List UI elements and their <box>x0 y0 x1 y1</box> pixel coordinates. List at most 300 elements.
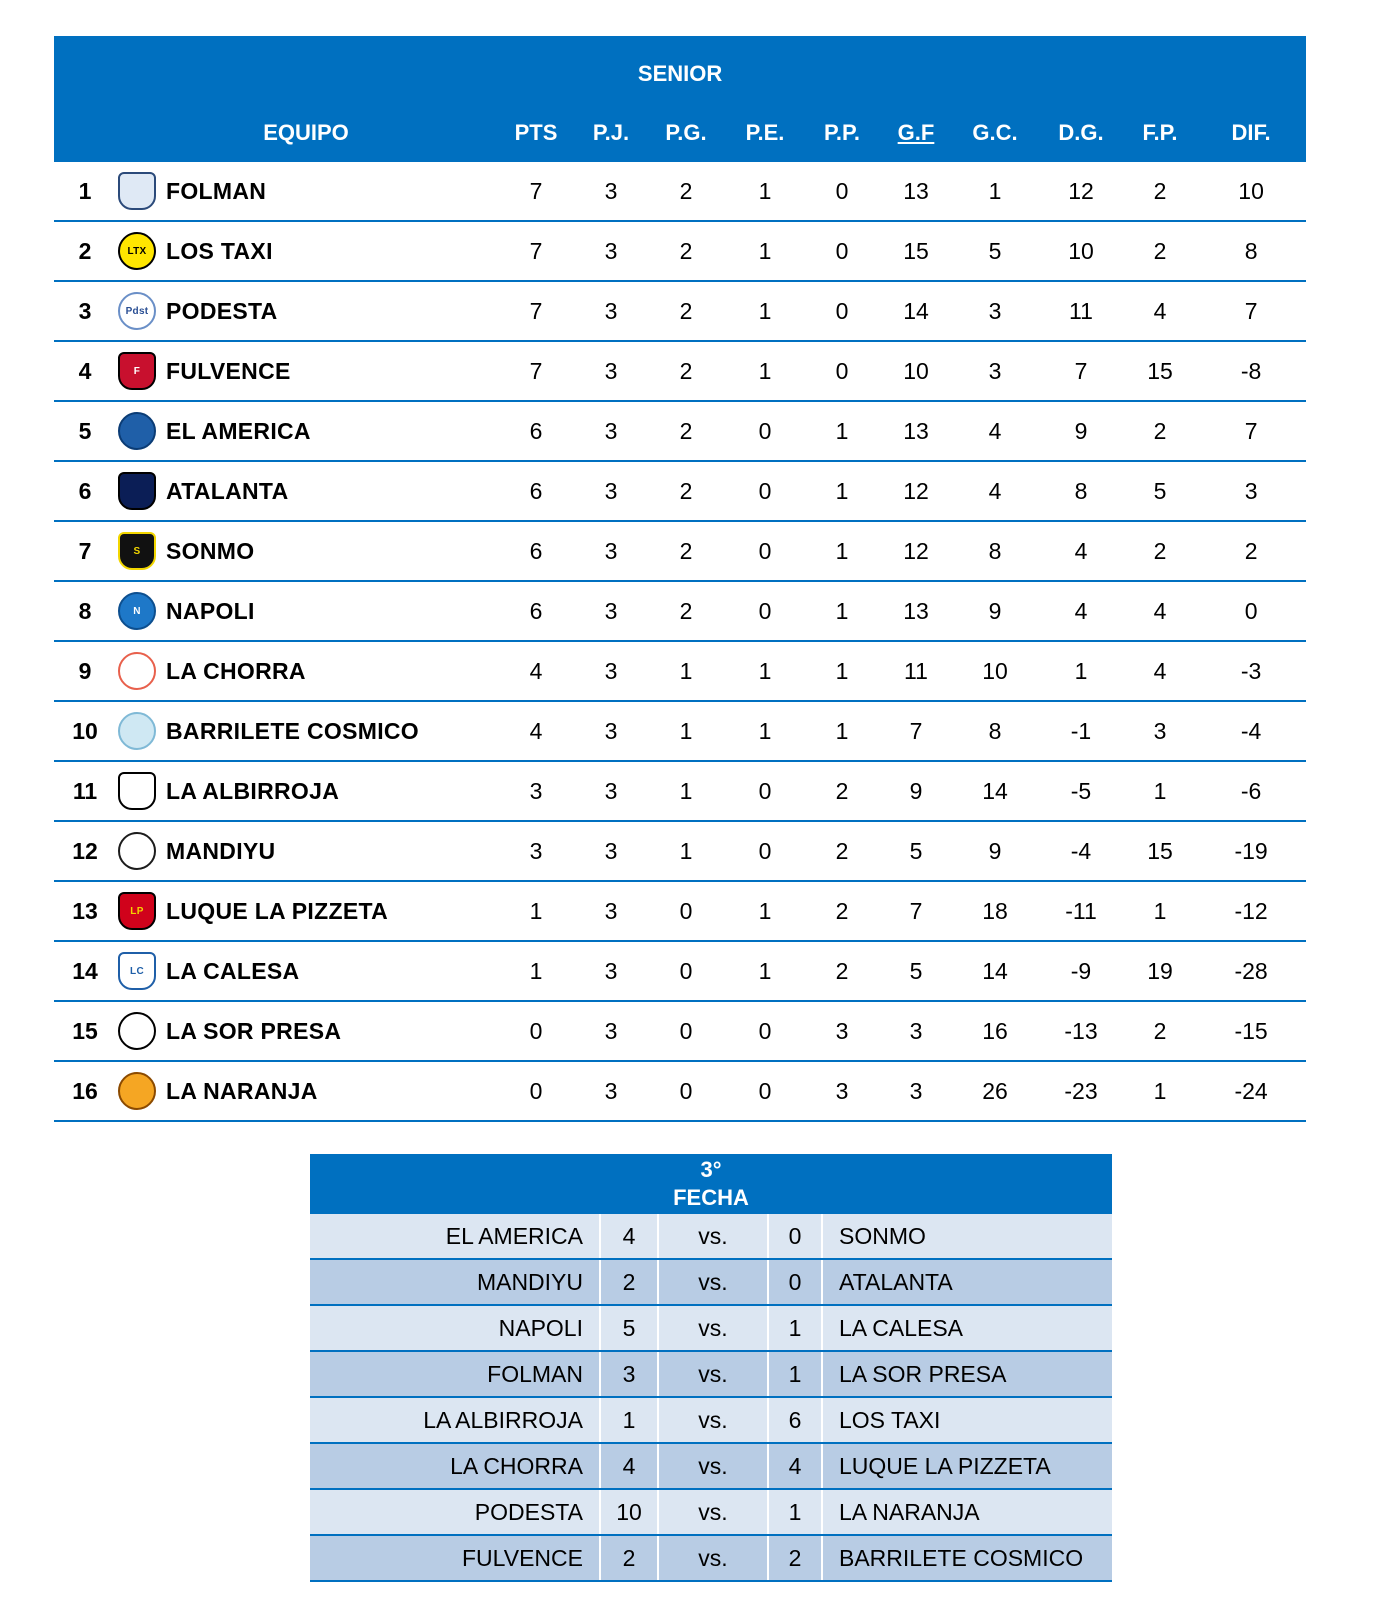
pe-cell: 1 <box>726 341 804 401</box>
pe-cell: 1 <box>726 701 804 761</box>
pg-cell: 2 <box>646 521 726 581</box>
gc-cell: 10 <box>952 641 1038 701</box>
standings-row <box>54 281 1306 341</box>
pp-cell: 3 <box>804 1001 880 1061</box>
col-fp-header: F.P. <box>1124 104 1196 162</box>
badge-text: N <box>133 605 141 617</box>
fixture-round-number: 3° <box>700 1157 722 1182</box>
dif-cell: 3 <box>1196 461 1306 521</box>
away-team: LA NARANJA <box>822 1489 1112 1535</box>
vs-label: vs. <box>658 1351 768 1397</box>
position-cell: 3 <box>54 281 116 341</box>
position-cell: 4 <box>54 341 116 401</box>
gf-cell: 11 <box>880 641 952 701</box>
gc-cell: 3 <box>952 281 1038 341</box>
dif-cell: 7 <box>1196 401 1306 461</box>
standings-row <box>54 881 1306 941</box>
match-row <box>310 1305 1112 1351</box>
gf-cell: 10 <box>880 341 952 401</box>
away-team: LUQUE LA PIZZETA <box>822 1443 1112 1489</box>
pj-cell: 3 <box>576 281 646 341</box>
pg-cell: 1 <box>646 821 726 881</box>
fp-cell: 4 <box>1124 581 1196 641</box>
standings-row <box>54 581 1306 641</box>
dg-cell: -11 <box>1038 881 1124 941</box>
vs-label: vs. <box>658 1535 768 1581</box>
position-cell: 13 <box>54 881 116 941</box>
pe-cell: 0 <box>726 461 804 521</box>
pts-cell: 3 <box>496 761 576 821</box>
pj-cell: 3 <box>576 521 646 581</box>
pp-cell: 2 <box>804 761 880 821</box>
position-cell: 9 <box>54 641 116 701</box>
standings-row <box>54 701 1306 761</box>
team-name[interactable]: LOS TAXI <box>166 237 273 264</box>
dif-cell: -4 <box>1196 701 1306 761</box>
pg-cell: 2 <box>646 281 726 341</box>
fp-cell: 2 <box>1124 1001 1196 1061</box>
fp-cell: 1 <box>1124 761 1196 821</box>
home-team: FOLMAN <box>310 1351 600 1397</box>
fixture-body <box>310 1213 1112 1581</box>
vs-label: vs. <box>658 1305 768 1351</box>
gf-cell: 9 <box>880 761 952 821</box>
pts-cell: 6 <box>496 581 576 641</box>
dif-cell: -24 <box>1196 1061 1306 1121</box>
position-cell: 7 <box>54 521 116 581</box>
dg-cell: -4 <box>1038 821 1124 881</box>
pe-cell: 1 <box>726 162 804 221</box>
fp-cell: 2 <box>1124 162 1196 221</box>
pts-cell: 3 <box>496 821 576 881</box>
la-chorra-crest-icon <box>118 652 156 690</box>
pj-cell: 3 <box>576 821 646 881</box>
pe-cell: 0 <box>726 521 804 581</box>
match-row <box>310 1443 1112 1489</box>
team-name[interactable]: LUQUE LA PIZZETA <box>166 897 389 924</box>
standings-row <box>54 1061 1306 1121</box>
pts-cell: 6 <box>496 521 576 581</box>
pj-cell: 3 <box>576 401 646 461</box>
position-cell: 15 <box>54 1001 116 1061</box>
team-cell[interactable] <box>116 162 496 221</box>
pts-cell: 1 <box>496 941 576 1001</box>
match-row <box>310 1351 1112 1397</box>
team-name[interactable]: EL AMERICA <box>166 417 311 444</box>
pts-cell: 0 <box>496 1061 576 1121</box>
dif-cell: -15 <box>1196 1001 1306 1061</box>
pe-cell: 1 <box>726 281 804 341</box>
gf-cell: 14 <box>880 281 952 341</box>
standings-row <box>54 941 1306 1001</box>
standings-title: SENIOR <box>54 36 1306 104</box>
pp-cell: 0 <box>804 281 880 341</box>
team-cell[interactable] <box>116 821 496 881</box>
home-team: MANDIYU <box>310 1259 600 1305</box>
vs-label: vs. <box>658 1213 768 1259</box>
pp-cell: 3 <box>804 1061 880 1121</box>
home-team: LA ALBIRROJA <box>310 1397 600 1443</box>
pts-cell: 4 <box>496 701 576 761</box>
luque-la-pizzeta-crest-icon <box>118 892 156 930</box>
home-goals: 4 <box>600 1443 658 1489</box>
pg-cell: 2 <box>646 221 726 281</box>
atalanta-crest-icon <box>118 472 156 510</box>
team-cell[interactable] <box>116 761 496 821</box>
pp-cell: 1 <box>804 521 880 581</box>
dg-cell: -23 <box>1038 1061 1124 1121</box>
gc-cell: 5 <box>952 221 1038 281</box>
dg-cell: -1 <box>1038 701 1124 761</box>
dg-cell: 8 <box>1038 461 1124 521</box>
fp-cell: 2 <box>1124 401 1196 461</box>
pts-cell: 6 <box>496 401 576 461</box>
pp-cell: 1 <box>804 461 880 521</box>
position-cell: 6 <box>54 461 116 521</box>
home-team: LA CHORRA <box>310 1443 600 1489</box>
away-team: SONMO <box>822 1213 1112 1259</box>
fp-cell: 19 <box>1124 941 1196 1001</box>
pj-cell: 3 <box>576 641 646 701</box>
team-cell[interactable] <box>116 281 496 341</box>
pts-cell: 4 <box>496 641 576 701</box>
team-cell[interactable] <box>116 641 496 701</box>
fp-cell: 15 <box>1124 821 1196 881</box>
col-dif-header: DIF. <box>1196 104 1306 162</box>
position-cell: 14 <box>54 941 116 1001</box>
gc-cell: 1 <box>952 162 1038 221</box>
dg-cell: 10 <box>1038 221 1124 281</box>
position-cell: 11 <box>54 761 116 821</box>
mandiyu-crest-icon <box>118 832 156 870</box>
standings-row <box>54 1001 1306 1061</box>
pg-cell: 0 <box>646 1061 726 1121</box>
position-cell: 16 <box>54 1061 116 1121</box>
gf-cell: 3 <box>880 1061 952 1121</box>
barrilete-cosmico-crest-icon <box>118 712 156 750</box>
pg-cell: 1 <box>646 641 726 701</box>
position-cell: 8 <box>54 581 116 641</box>
team-cell[interactable] <box>116 521 496 581</box>
standings-row <box>54 221 1306 281</box>
gf-cell: 12 <box>880 521 952 581</box>
sonmo-crest-icon <box>118 532 156 570</box>
team-cell[interactable] <box>116 881 496 941</box>
col-pj-header: P.J. <box>576 104 646 162</box>
home-goals: 1 <box>600 1397 658 1443</box>
dif-cell: 0 <box>1196 581 1306 641</box>
fixture-title <box>310 1154 1112 1213</box>
badge-text: LC <box>130 965 144 977</box>
badge-text: S <box>133 545 141 557</box>
gf-cell: 13 <box>880 162 952 221</box>
pe-cell: 0 <box>726 821 804 881</box>
standings-row <box>54 401 1306 461</box>
home-team: EL AMERICA <box>310 1213 600 1259</box>
dg-cell: -13 <box>1038 1001 1124 1061</box>
pp-cell: 1 <box>804 581 880 641</box>
napoli-crest-icon <box>118 592 156 630</box>
away-team: LA CALESA <box>822 1305 1112 1351</box>
team-cell[interactable] <box>116 581 496 641</box>
gf-cell: 12 <box>880 461 952 521</box>
home-goals: 3 <box>600 1351 658 1397</box>
col-dg-header: D.G. <box>1038 104 1124 162</box>
pg-cell: 2 <box>646 341 726 401</box>
gf-cell: 7 <box>880 881 952 941</box>
standings-table <box>54 36 1306 1122</box>
col-pos-header <box>54 104 116 162</box>
la-albirroja-crest-icon <box>118 772 156 810</box>
fp-cell: 2 <box>1124 521 1196 581</box>
standings-row <box>54 641 1306 701</box>
standings-row <box>54 341 1306 401</box>
fixture-round-label: FECHA <box>673 1185 749 1210</box>
dif-cell: -28 <box>1196 941 1306 1001</box>
away-team: LA SOR PRESA <box>822 1351 1112 1397</box>
team-name[interactable]: BARRILETE COSMICO <box>166 717 419 744</box>
match-row <box>310 1535 1112 1581</box>
position-cell: 5 <box>54 401 116 461</box>
pe-cell: 1 <box>726 941 804 1001</box>
pts-cell: 0 <box>496 1001 576 1061</box>
vs-label: vs. <box>658 1397 768 1443</box>
team-name[interactable]: ATALANTA <box>166 477 289 504</box>
team-name[interactable]: LA NARANJA <box>166 1077 318 1104</box>
dif-cell: 8 <box>1196 221 1306 281</box>
away-goals: 1 <box>768 1305 822 1351</box>
pg-cell: 2 <box>646 401 726 461</box>
pj-cell: 3 <box>576 461 646 521</box>
dif-cell: 2 <box>1196 521 1306 581</box>
la-naranja-crest-icon <box>118 1072 156 1110</box>
gc-cell: 4 <box>952 401 1038 461</box>
position-cell: 1 <box>54 162 116 221</box>
match-row <box>310 1489 1112 1535</box>
away-goals: 0 <box>768 1259 822 1305</box>
col-gf-header-link[interactable]: G.F <box>897 120 935 145</box>
position-cell: 2 <box>54 221 116 281</box>
gc-cell: 26 <box>952 1061 1038 1121</box>
fp-cell: 4 <box>1124 281 1196 341</box>
match-row <box>310 1259 1112 1305</box>
pts-cell: 7 <box>496 341 576 401</box>
gc-cell: 8 <box>952 701 1038 761</box>
pj-cell: 3 <box>576 341 646 401</box>
badge-text: LTX <box>127 245 147 257</box>
dif-cell: -19 <box>1196 821 1306 881</box>
dif-cell: -8 <box>1196 341 1306 401</box>
pg-cell: 1 <box>646 761 726 821</box>
dg-cell: -9 <box>1038 941 1124 1001</box>
dg-cell: 7 <box>1038 341 1124 401</box>
standings-body <box>54 162 1306 1121</box>
team-name[interactable]: MANDIYU <box>166 837 276 864</box>
col-pp-header: P.P. <box>804 104 880 162</box>
pp-cell: 2 <box>804 941 880 1001</box>
gf-cell: 7 <box>880 701 952 761</box>
position-cell: 10 <box>54 701 116 761</box>
dg-cell: 12 <box>1038 162 1124 221</box>
standings-row <box>54 521 1306 581</box>
fp-cell: 1 <box>1124 881 1196 941</box>
standings-row <box>54 821 1306 881</box>
team-cell[interactable] <box>116 401 496 461</box>
pg-cell: 1 <box>646 701 726 761</box>
pe-cell: 0 <box>726 761 804 821</box>
fp-cell: 4 <box>1124 641 1196 701</box>
gc-cell: 18 <box>952 881 1038 941</box>
dif-cell: -3 <box>1196 641 1306 701</box>
gf-cell: 13 <box>880 581 952 641</box>
team-name[interactable]: FOLMAN <box>166 177 267 204</box>
away-team: BARRILETE COSMICO <box>822 1535 1112 1581</box>
pg-cell: 0 <box>646 881 726 941</box>
home-goals: 10 <box>600 1489 658 1535</box>
gc-cell: 3 <box>952 341 1038 401</box>
pp-cell: 2 <box>804 881 880 941</box>
gf-cell: 5 <box>880 941 952 1001</box>
pp-cell: 1 <box>804 401 880 461</box>
pj-cell: 3 <box>576 221 646 281</box>
gf-cell: 15 <box>880 221 952 281</box>
col-equipo-header: EQUIPO <box>116 104 496 162</box>
home-team: FULVENCE <box>310 1535 600 1581</box>
dif-cell: -6 <box>1196 761 1306 821</box>
pp-cell: 0 <box>804 162 880 221</box>
vs-label: vs. <box>658 1443 768 1489</box>
gf-cell: 13 <box>880 401 952 461</box>
pg-cell: 2 <box>646 461 726 521</box>
pp-cell: 0 <box>804 221 880 281</box>
pe-cell: 1 <box>726 221 804 281</box>
standings-row <box>54 461 1306 521</box>
fixture-table <box>310 1154 1112 1582</box>
fp-cell: 1 <box>1124 1061 1196 1121</box>
podesta-crest-icon <box>118 292 156 330</box>
team-name[interactable]: FULVENCE <box>166 357 291 384</box>
team-name[interactable]: LA CALESA <box>166 957 300 984</box>
team-cell[interactable] <box>116 1061 496 1121</box>
pp-cell: 1 <box>804 641 880 701</box>
fulvence-crest-icon <box>118 352 156 390</box>
away-goals: 1 <box>768 1351 822 1397</box>
home-goals: 5 <box>600 1305 658 1351</box>
fp-cell: 5 <box>1124 461 1196 521</box>
fp-cell: 3 <box>1124 701 1196 761</box>
badge-text: F <box>133 365 141 377</box>
team-name[interactable]: NAPOLI <box>166 597 255 624</box>
fp-cell: 2 <box>1124 221 1196 281</box>
dif-cell: 10 <box>1196 162 1306 221</box>
dif-cell: 7 <box>1196 281 1306 341</box>
dg-cell: -5 <box>1038 761 1124 821</box>
folman-crest-icon <box>118 172 156 210</box>
la-sor-presa-crest-icon <box>118 1012 156 1050</box>
gc-cell: 8 <box>952 521 1038 581</box>
vs-label: vs. <box>658 1259 768 1305</box>
team-name[interactable]: SONMO <box>166 537 255 564</box>
gf-cell: 3 <box>880 1001 952 1061</box>
team-name[interactable]: LA ALBIRROJA <box>166 777 340 804</box>
team-name[interactable]: LA SOR PRESA <box>166 1017 342 1044</box>
gc-cell: 9 <box>952 581 1038 641</box>
home-goals: 4 <box>600 1213 658 1259</box>
team-name[interactable]: LA CHORRA <box>166 657 306 684</box>
pts-cell: 7 <box>496 221 576 281</box>
pg-cell: 0 <box>646 941 726 1001</box>
home-team: PODESTA <box>310 1489 600 1535</box>
pe-cell: 0 <box>726 1001 804 1061</box>
dif-cell: -12 <box>1196 881 1306 941</box>
pj-cell: 3 <box>576 1061 646 1121</box>
gc-cell: 16 <box>952 1001 1038 1061</box>
team-cell[interactable] <box>116 221 496 281</box>
pe-cell: 0 <box>726 401 804 461</box>
pj-cell: 3 <box>576 701 646 761</box>
los-taxi-crest-icon <box>118 232 156 270</box>
badge-text: LP <box>130 905 144 917</box>
pj-cell: 3 <box>576 941 646 1001</box>
home-goals: 2 <box>600 1535 658 1581</box>
col-gc-header: G.C. <box>952 104 1038 162</box>
match-row <box>310 1397 1112 1443</box>
dg-cell: 1 <box>1038 641 1124 701</box>
team-cell[interactable] <box>116 1001 496 1061</box>
position-cell: 12 <box>54 821 116 881</box>
home-team: NAPOLI <box>310 1305 600 1351</box>
pe-cell: 1 <box>726 881 804 941</box>
away-goals: 1 <box>768 1489 822 1535</box>
match-row <box>310 1213 1112 1259</box>
team-cell[interactable] <box>116 701 496 761</box>
home-goals: 2 <box>600 1259 658 1305</box>
fp-cell: 15 <box>1124 341 1196 401</box>
pts-cell: 6 <box>496 461 576 521</box>
badge-text: Pdst <box>125 305 149 317</box>
pts-cell: 7 <box>496 281 576 341</box>
pj-cell: 3 <box>576 881 646 941</box>
col-gf-header[interactable] <box>880 104 952 162</box>
pj-cell: 3 <box>576 1001 646 1061</box>
pg-cell: 2 <box>646 162 726 221</box>
pj-cell: 3 <box>576 162 646 221</box>
col-pg-header: P.G. <box>646 104 726 162</box>
gc-cell: 4 <box>952 461 1038 521</box>
team-cell[interactable] <box>116 941 496 1001</box>
dg-cell: 4 <box>1038 521 1124 581</box>
gc-cell: 9 <box>952 821 1038 881</box>
col-pe-header: P.E. <box>726 104 804 162</box>
la-calesa-crest-icon <box>118 952 156 990</box>
gc-cell: 14 <box>952 941 1038 1001</box>
standings-row <box>54 162 1306 221</box>
team-cell[interactable] <box>116 341 496 401</box>
pp-cell: 2 <box>804 821 880 881</box>
team-cell[interactable] <box>116 461 496 521</box>
team-name[interactable]: PODESTA <box>166 297 278 324</box>
away-goals: 2 <box>768 1535 822 1581</box>
pp-cell: 0 <box>804 341 880 401</box>
dg-cell: 4 <box>1038 581 1124 641</box>
pe-cell: 0 <box>726 581 804 641</box>
dg-cell: 9 <box>1038 401 1124 461</box>
pe-cell: 1 <box>726 641 804 701</box>
vs-label: vs. <box>658 1489 768 1535</box>
pg-cell: 0 <box>646 1001 726 1061</box>
pj-cell: 3 <box>576 581 646 641</box>
away-goals: 4 <box>768 1443 822 1489</box>
